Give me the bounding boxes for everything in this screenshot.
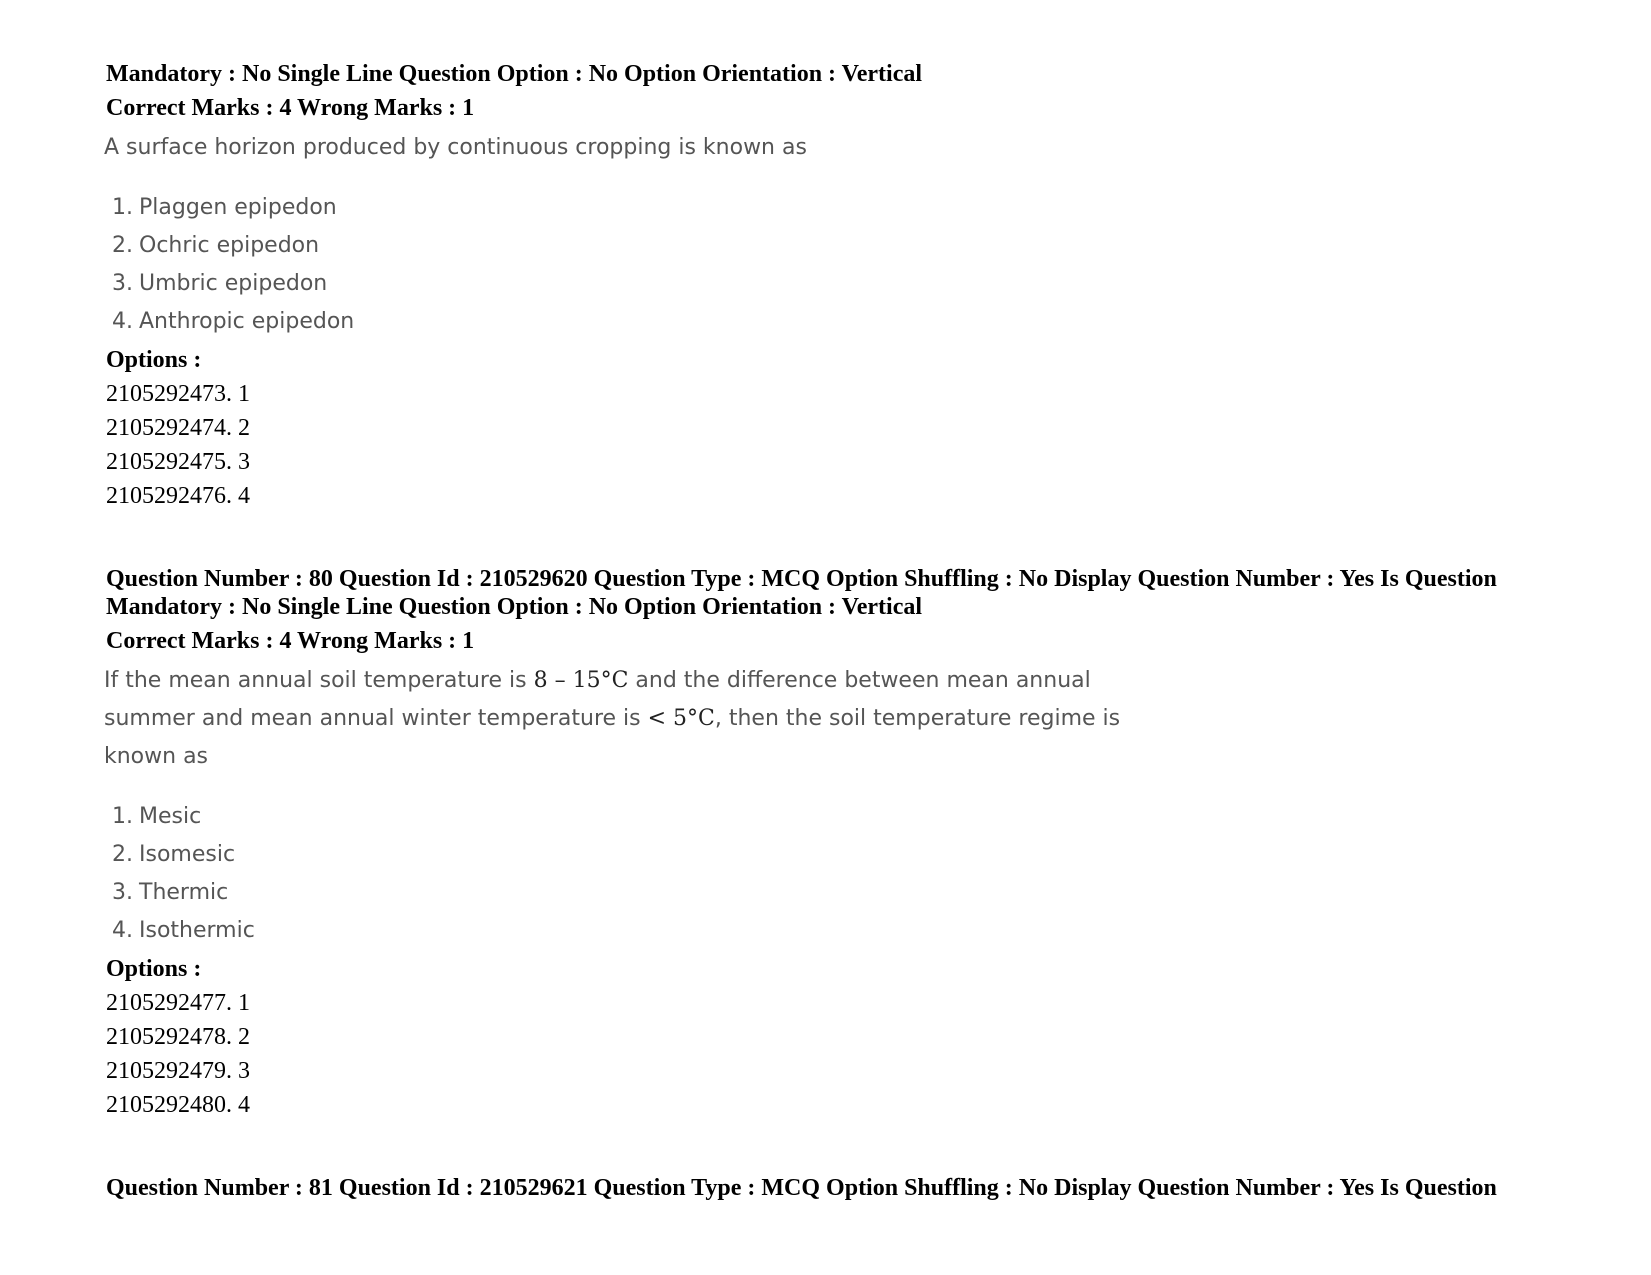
choice-item: 1. Mesic	[112, 804, 202, 829]
marks-line: Correct Marks : 4 Wrong Marks : 1	[106, 95, 475, 121]
stem-line: If the mean annual soil temperature is 8 – 15°C and the difference between mean annual	[104, 668, 1091, 693]
marks-line: Correct Marks : 4 Wrong Marks : 1	[106, 628, 475, 654]
question-header-line: Question Number : 81 Question Id : 210529621 Question Type : MCQ Option Shuffling : No Display Question Number : Yes Is Question	[106, 1175, 1497, 1201]
question-body	[104, 129, 807, 341]
option-id: 2105292479. 3	[106, 1058, 250, 1084]
question-stem: A surface horizon produced by continuous cropping is known as	[104, 135, 807, 160]
option-id: 2105292480. 4	[106, 1092, 250, 1118]
choice-item: 3. Umbric epipedon	[112, 271, 328, 296]
question-header-line: Question Number : 80 Question Id : 210529620 Question Type : MCQ Option Shuffling : No Display Question Number : Yes Is Question	[106, 566, 1497, 592]
option-id: 2105292478. 2	[106, 1024, 250, 1050]
question-header-line: Mandatory : No Single Line Question Option : No Option Orientation : Vertical	[106, 61, 923, 87]
choice-item: 2. Isomesic	[112, 842, 236, 867]
option-id: 2105292475. 3	[106, 449, 250, 475]
choice-item: 1. Plaggen epipedon	[112, 195, 337, 220]
stem-line: known as	[104, 744, 209, 769]
stem-line: summer and mean annual winter temperature is < 5°C, then the soil temperature regime is	[104, 706, 1121, 731]
options-label: Options :	[106, 347, 202, 373]
choice-item: 3. Thermic	[112, 880, 229, 905]
option-id: 2105292473. 1	[106, 381, 250, 407]
option-id: 2105292474. 2	[106, 415, 250, 441]
question-header-line: Mandatory : No Single Line Question Option : No Option Orientation : Vertical	[106, 594, 923, 620]
question-stem	[104, 662, 1120, 776]
question-body	[104, 662, 1120, 950]
math-expression: 8 – 15°C	[533, 668, 629, 693]
choice-list	[104, 798, 1120, 950]
choice-item: 4. Anthropic epipedon	[112, 309, 355, 334]
option-id: 2105292476. 4	[106, 483, 250, 509]
option-id: 2105292477. 1	[106, 990, 250, 1016]
choice-item: 4. Isothermic	[112, 918, 255, 943]
choice-list	[104, 189, 807, 341]
options-label: Options :	[106, 956, 202, 982]
math-expression: < 5°C	[647, 706, 715, 731]
choice-item: 2. Ochric epipedon	[112, 233, 320, 258]
